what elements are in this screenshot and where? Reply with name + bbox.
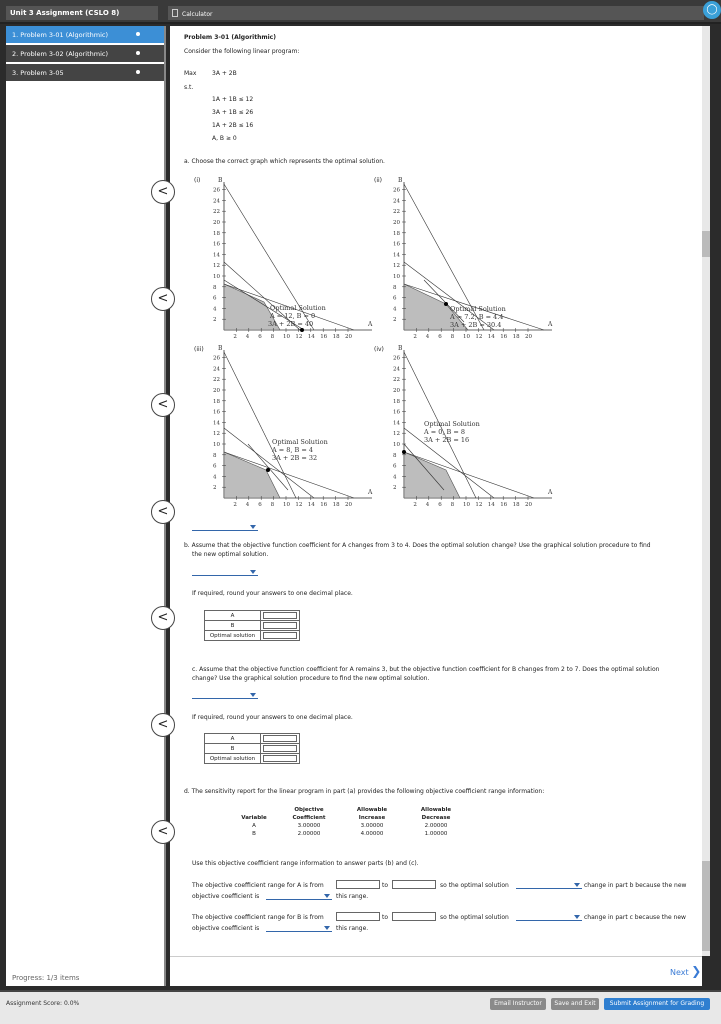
range-a-from-input[interactable] [336,880,380,889]
optimal-label: Optimal Solution [272,438,328,446]
this-range-text: this range. [336,925,369,932]
y-tick-label: 18 [393,398,400,405]
cell-coefficient: 2.00000 [297,831,321,837]
y-tick-label: 24 [393,198,400,205]
header-decrease-1: Allowable [420,807,452,813]
table-row [205,631,300,641]
part-a-graph-select[interactable] [192,522,258,531]
y-tick-label: 2 [393,317,397,324]
x-tick-label: 8 [270,502,275,508]
optimal-objective: 3A + 2B = 16 [424,436,470,444]
part-b-change-select[interactable] [192,567,258,576]
y-tick-label: 24 [393,366,400,373]
x-tick-label: 14 [487,334,495,340]
obj-coef-is-text: objective coefficient is [192,925,260,932]
optimal-coords: A = 12, B = 0 [270,312,316,320]
table-row [230,822,468,830]
y-tick-label: 2 [213,485,217,492]
cell-variable: A [252,823,256,829]
x-tick-label: 6 [438,334,442,340]
part-b-round-note: If required, round your answers to one decimal place. [192,590,353,597]
range-b-text: The objective coefficient range for B is from [192,914,324,921]
part-c-range-change-select[interactable] [516,912,582,921]
x-tick-label: 14 [487,502,495,508]
row-label-a: A [205,734,261,744]
y-tick-label: 6 [393,295,397,302]
x-tick-label: 8 [270,334,275,340]
y-tick-label: 10 [393,442,400,448]
optimal-label: Optimal Solution [424,420,480,428]
x-tick-label: 18 [512,334,520,340]
part-b-question-2: the new optimal solution. [192,551,269,558]
y-tick-label: 14 [393,252,400,259]
part-c-optimal-input[interactable] [263,755,297,762]
objective-function: 3A + 2B [212,70,237,77]
axis-label-a: A [548,489,553,496]
problem-title: Problem 3-01 (Algorithmic) [184,34,276,41]
y-tick-label: 8 [393,452,397,459]
status-dot-icon [136,70,140,74]
y-tick-label: 26 [393,187,400,194]
progress-text: Progress: 1/3 items [12,974,80,982]
range-a-to-input[interactable] [392,880,436,889]
next-button[interactable] [670,964,701,978]
y-tick-label: 26 [213,355,220,362]
sidebar-item-label: 3. Problem 3-05 [12,69,64,77]
max-label: Max [184,70,197,77]
part-c-change-select[interactable] [192,690,258,699]
table-row [205,611,300,621]
table-row [205,744,300,754]
change-c-text: change in part c because the new [584,914,686,921]
y-tick-label: 20 [393,388,400,394]
y-tick-label: 22 [393,209,400,216]
part-a-question: a. Choose the correct graph which represents the optimal solution. [184,158,385,165]
y-tick-label: 20 [393,220,400,226]
st-label: s.t. [184,84,194,91]
y-tick-label: 20 [213,220,220,226]
y-tick-label: 12 [393,263,400,270]
header-objective-2: Coefficient [292,815,326,821]
x-tick-label: 12 [295,334,303,340]
header-decrease-2: Decrease [421,815,451,821]
assignment-score: Assignment Score: 0.0% [6,1000,80,1007]
graph-ii [384,172,554,342]
x-tick-label: 14 [307,502,315,508]
y-tick-label: 12 [213,431,220,438]
sidebar-item-label: 2. Problem 3-02 (Algorithmic) [12,50,109,58]
cell-decrease: 2.00000 [424,823,448,829]
part-b-answer-table [204,610,300,641]
y-tick-label: 16 [213,241,220,248]
x-tick-label: 16 [320,502,328,508]
part-c-question-2: change? Use the graphical solution procedure to find the new optimal solution. [192,675,430,682]
part-b-within-select[interactable] [266,891,332,900]
cell-increase: 3.00000 [360,823,384,829]
y-tick-label: 4 [393,474,397,481]
graph-iv [384,340,554,510]
y-tick-label: 18 [213,398,220,405]
axis-label-b: B [398,177,403,184]
axis-label-b: B [218,345,223,352]
x-tick-label: 20 [345,502,352,508]
x-tick-label: 20 [525,334,532,340]
x-tick-label: 16 [500,502,508,508]
y-tick-label: 8 [213,452,217,459]
calculator-button[interactable]: Calculator [182,11,213,18]
x-tick-label: 2 [413,502,417,508]
y-tick-label: 10 [213,274,220,280]
y-tick-label: 22 [213,377,220,384]
x-tick-label: 4 [245,502,250,508]
table-row [205,754,300,764]
y-tick-label: 16 [213,409,220,416]
feasible-region [404,452,460,498]
chevron-left-icon[interactable]: < [151,287,175,311]
chevron-left-icon[interactable]: < [151,713,175,737]
table-row [205,621,300,631]
y-tick-label: 24 [213,198,220,205]
change-b-text: change in part b because the new [584,882,687,889]
optimal-objective: 3A + 2B = 32 [272,454,318,462]
part-c-within-select[interactable] [266,923,332,932]
obj-coef-is-text: objective coefficient is [192,893,260,900]
status-dot-icon [136,32,140,36]
header-increase-1: Allowable [356,807,388,813]
x-tick-label: 4 [425,502,430,508]
x-tick-label: 18 [512,502,520,508]
course-title: Unit 3 Assignment (CSLO 8) [6,6,158,20]
axis-label-a: A [548,321,553,328]
y-tick-label: 22 [213,209,220,216]
so-optimal-text: so the optimal solution [440,882,509,889]
toolbar [168,6,704,20]
y-tick-label: 2 [213,317,217,324]
row-label-a: A [205,611,261,621]
email-instructor-button[interactable]: Email Instructor [490,998,546,1010]
sidebar-item-problem-3-02[interactable] [6,45,164,62]
x-tick-label: 14 [307,334,315,340]
part-c-a-input[interactable] [263,735,297,742]
y-tick-label: 2 [393,485,397,492]
graph-ii-label: (ii) [374,177,383,184]
optimal-coords: A = 8, B = 4 [272,446,314,454]
x-tick-label: 20 [345,334,352,340]
x-tick-label: 2 [233,502,237,508]
chevron-left-icon[interactable]: < [151,500,175,524]
optimal-label: Optimal Solution [450,305,506,313]
y-tick-label: 12 [213,263,220,270]
y-tick-label: 18 [213,230,220,237]
part-c-round-note: If required, round your answers to one decimal place. [192,714,353,721]
y-tick-label: 14 [213,420,220,427]
x-tick-label: 4 [425,334,430,340]
x-tick-label: 8 [450,334,455,340]
cell-coefficient: 3.00000 [297,823,321,829]
row-label-optimal: Optimal solution [205,631,261,641]
table-row [230,830,468,838]
chevron-right-icon: ❯ [691,964,702,978]
y-tick-label: 26 [213,187,220,194]
y-tick-label: 16 [393,241,400,248]
to-label: to [382,914,389,921]
x-tick-label: 6 [438,502,442,508]
y-tick-label: 8 [213,284,217,291]
top-bar [0,0,721,24]
scrollbar-thumb[interactable] [702,231,710,257]
header-variable: Variable [241,815,267,821]
optimal-coords: A = 0, B = 8 [424,428,466,436]
y-tick-label: 14 [213,252,220,259]
chevron-left-icon[interactable]: < [151,393,175,417]
x-tick-label: 10 [463,334,470,340]
scrollbar[interactable] [702,26,710,956]
next-label: Next [670,968,689,977]
part-c-question-1: c. Assume that the objective function coefficient for A remains 3, but the objective function coefficient for B changes from 2 to 7. Does the optimal solution [192,666,660,673]
save-and-exit-button[interactable]: Save and Exit [551,998,599,1010]
cell-variable: B [252,831,256,837]
problem-content [170,26,702,986]
sidebar-item-problem-3-05[interactable] [6,64,164,81]
optimal-point [266,468,270,472]
part-b-range-change-select[interactable] [516,880,582,889]
cell-decrease: 1.00000 [424,831,448,837]
y-tick-label: 16 [393,409,400,416]
sensitivity-table [230,806,468,838]
x-tick-label: 12 [295,502,303,508]
x-tick-label: 12 [475,502,483,508]
optimal-coords: A = 7.2, B = 4.4 [450,313,504,321]
range-b-to-input[interactable] [392,912,436,921]
sidebar-item-problem-3-01[interactable] [6,26,164,43]
status-dot-icon [136,51,140,55]
scrollbar-thumb-lower[interactable] [702,861,710,951]
so-optimal-text: so the optimal solution [440,914,509,921]
y-tick-label: 26 [393,355,400,362]
to-label: to [382,882,389,889]
y-tick-label: 8 [393,284,397,291]
x-tick-label: 10 [463,502,470,508]
part-d-question: d. The sensitivity report for the linear program in part (a) provides the following objective coefficient range information: [184,788,545,795]
constraint-2: 3A + 1B ≤ 26 [212,109,254,116]
y-tick-label: 20 [213,388,220,394]
part-d-use-note: Use this objective coefficient range information to answer parts (b) and (c). [192,860,419,867]
optimal-label: Optimal Solution [270,304,326,312]
x-tick-label: 2 [413,334,417,340]
y-tick-label: 10 [393,274,400,280]
axis-label-a: A [368,489,373,496]
range-b-from-input[interactable] [336,912,380,921]
cell-increase: 4.00000 [360,831,384,837]
optimal-point [300,328,304,332]
part-b-a-input[interactable] [263,612,297,619]
axis-label-a: A [368,321,373,328]
x-tick-label: 10 [283,502,290,508]
sidebar-item-label: 1. Problem 3-01 (Algorithmic) [12,31,109,39]
x-tick-label: 12 [475,334,483,340]
constraint-nonneg: A, B ≥ 0 [212,135,237,142]
submit-assignment-button[interactable]: Submit Assignment for Grading [604,998,710,1010]
x-tick-label: 8 [450,502,455,508]
this-range-text: this range. [336,893,369,900]
optimal-objective: 3A + 2B = 40 [268,320,314,328]
y-tick-label: 4 [393,306,397,313]
x-tick-label: 10 [283,334,290,340]
optimal-point [444,302,448,306]
graph-iv-label: (iv) [374,346,384,353]
header-increase-2: Increase [358,815,386,821]
graph-iii-label: (iii) [194,346,204,353]
part-c-b-input[interactable] [263,745,297,752]
y-tick-label: 6 [213,463,217,470]
chevron-left-icon[interactable]: < [151,180,175,204]
table-row [205,734,300,744]
y-tick-label: 22 [393,377,400,384]
constraint-1: 1A + 1B ≤ 12 [212,96,254,103]
part-b-question-1: b. Assume that the objective function coefficient for A changes from 3 to 4. Does the optimal solution change? Use the graphical solution procedure to find [184,542,651,549]
part-b-b-input[interactable] [263,622,297,629]
help-ring-icon[interactable]: ◯ [703,1,721,19]
x-tick-label: 6 [258,502,262,508]
graph-iii [204,340,374,510]
x-tick-label: 18 [332,502,340,508]
sidebar [6,26,166,986]
x-tick-label: 16 [500,334,508,340]
y-tick-label: 6 [213,295,217,302]
x-tick-label: 6 [258,334,262,340]
row-label-b: B [205,744,261,754]
chevron-left-icon[interactable]: < [151,820,175,844]
graph-i-label: (i) [194,177,201,184]
row-label-optimal: Optimal solution [205,754,261,764]
part-b-optimal-input[interactable] [263,632,297,639]
constraint-3: 1A + 2B ≤ 16 [212,122,254,129]
part-c-answer-table [204,733,300,764]
optimal-objective: 3A + 2B = 30.4 [450,321,502,329]
chevron-left-icon[interactable]: < [151,606,175,630]
y-tick-label: 14 [393,420,400,427]
y-tick-label: 4 [213,306,217,313]
problem-intro: Consider the following linear program: [184,48,300,55]
y-tick-label: 4 [213,474,217,481]
x-tick-label: 2 [233,334,237,340]
axis-label-b: B [218,177,223,184]
axis-label-b: B [398,345,403,352]
x-tick-label: 4 [245,334,250,340]
y-tick-label: 12 [393,431,400,438]
row-label-b: B [205,621,261,631]
graph-i [204,172,374,342]
x-tick-label: 18 [332,334,340,340]
y-tick-label: 6 [393,463,397,470]
y-tick-label: 24 [213,366,220,373]
calculator-icon[interactable] [172,9,178,17]
optimal-point [402,450,406,454]
y-tick-label: 10 [213,442,220,448]
x-tick-label: 20 [525,502,532,508]
range-a-text: The objective coefficient range for A is from [192,882,324,889]
header-objective-1: Objective [294,807,324,813]
x-tick-label: 16 [320,334,328,340]
y-tick-label: 18 [393,230,400,237]
